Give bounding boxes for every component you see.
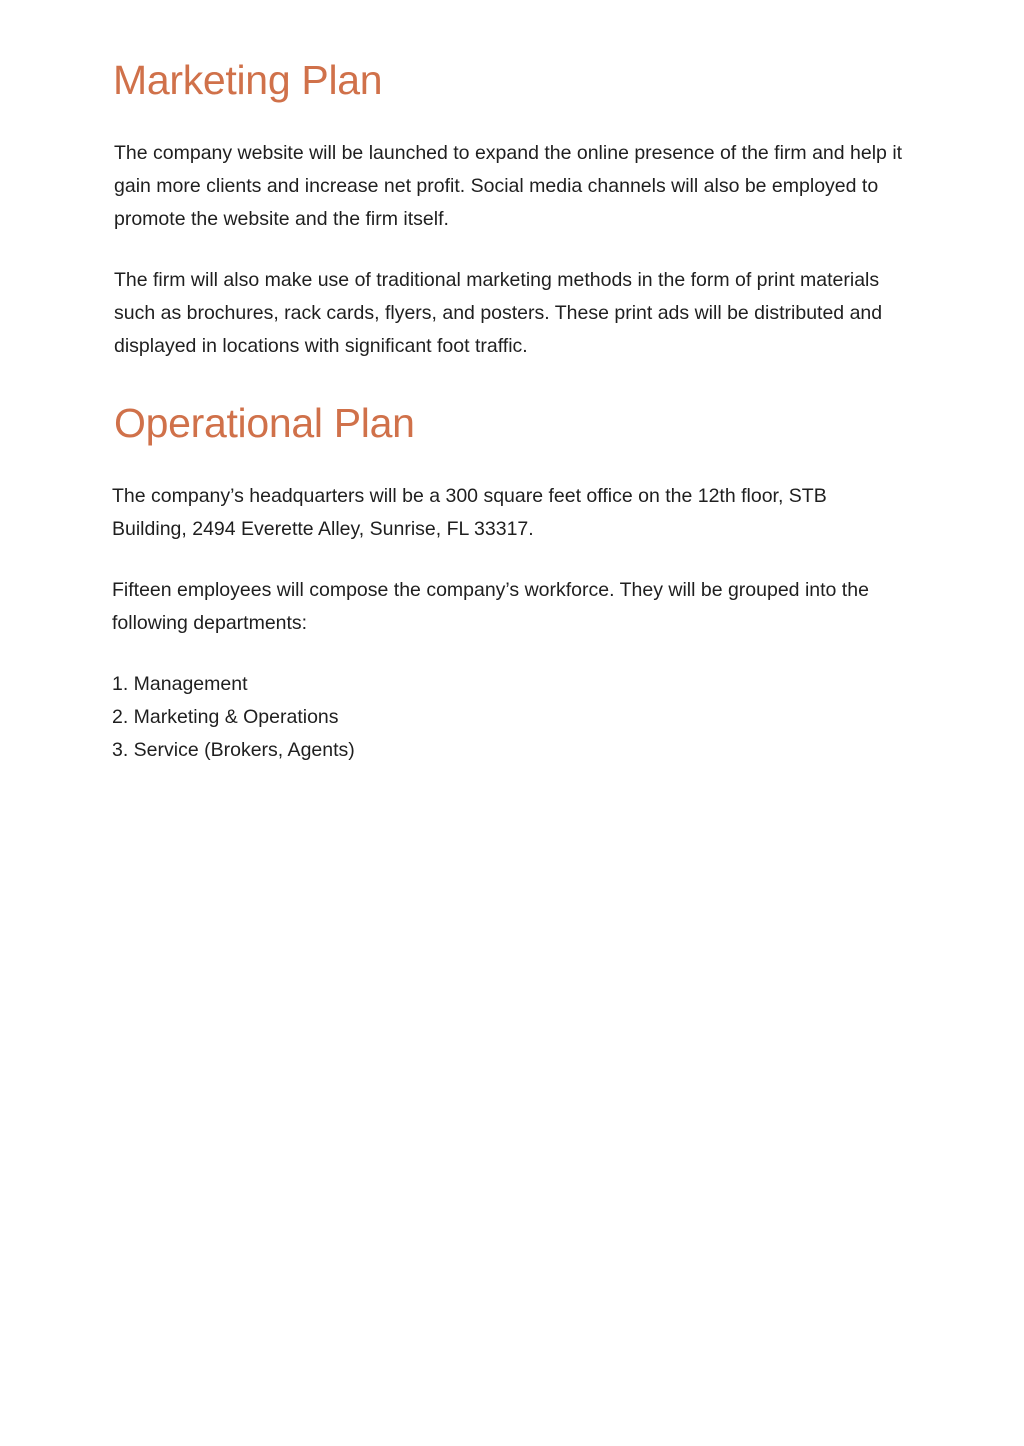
operational-plan-paragraph-1: The company’s headquarters will be a 300 square feet office on the 12th floor, STB Building, 2494 Everette Alley, Sunrise, FL 33317. xyxy=(112,485,827,540)
marketing-plan-paragraph-1: The company website will be launched to expand the online presence of the firm and help it gain more clients and increase net profit. Social media channels will also be employed to promote the website and the firm itself. xyxy=(114,142,903,230)
list-item: 1. Management xyxy=(112,673,248,695)
marketing-plan-paragraph-2: The firm will also make use of traditional marketing methods in the form of print materials such as brochures, rack cards, flyers, and posters. These print ads will be distributed and displayed in locations with significant foot traffic. xyxy=(114,269,883,357)
departments-list xyxy=(112,668,355,767)
marketing-plan-heading: Marketing Plan xyxy=(113,57,383,103)
operational-plan-paragraph-2: Fifteen employees will compose the company’s workforce. They will be grouped into the following departments: xyxy=(112,579,869,634)
operational-plan-heading: Operational Plan xyxy=(114,400,415,446)
list-item: 3. Service (Brokers, Agents) xyxy=(112,739,355,761)
list-item: 2. Marketing & Operations xyxy=(112,706,339,728)
